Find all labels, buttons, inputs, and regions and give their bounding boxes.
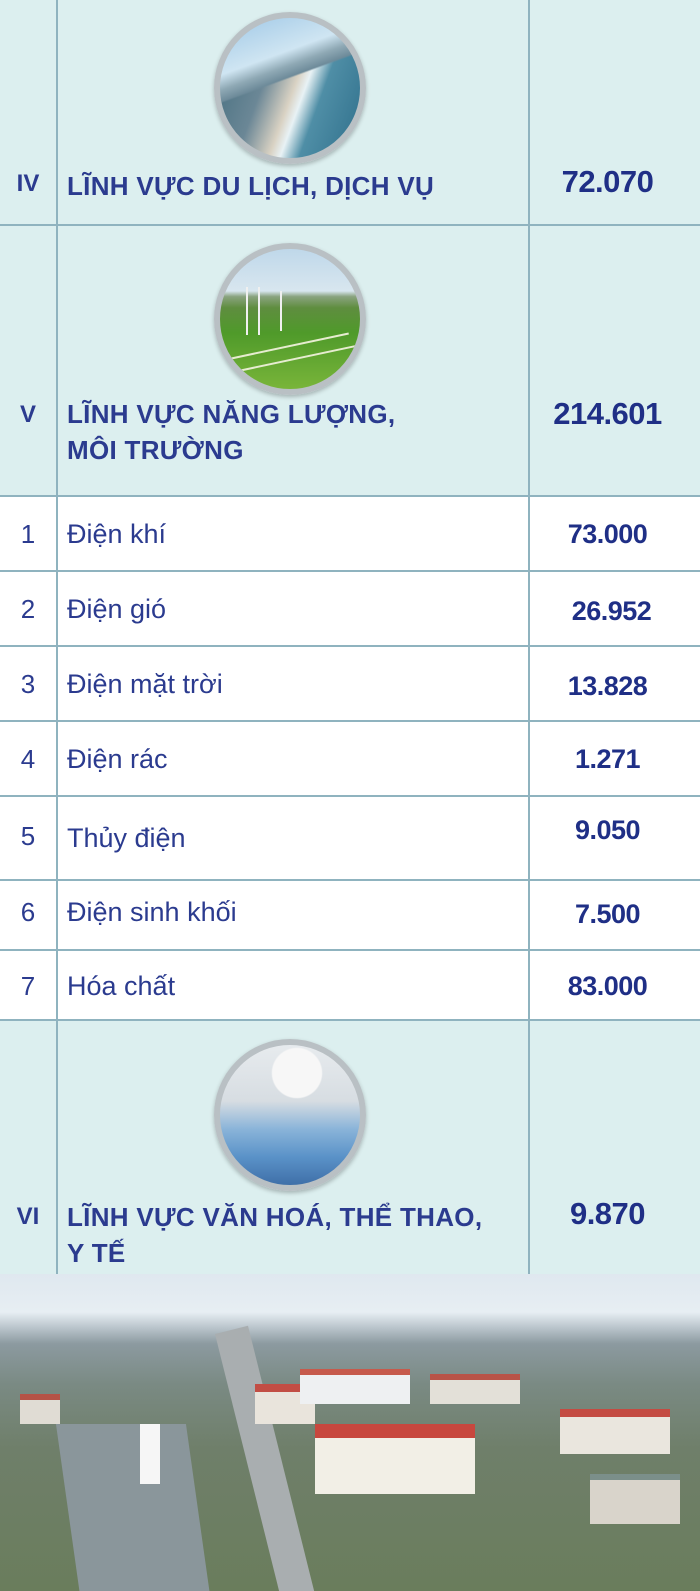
item-value: 9.050 bbox=[574, 815, 641, 845]
item-name: Điện mặt trời bbox=[67, 669, 223, 699]
table-row bbox=[0, 497, 700, 572]
item-value: 83.000 bbox=[567, 971, 648, 1001]
table-row bbox=[0, 881, 700, 951]
column-divider bbox=[56, 951, 58, 1019]
section-name bbox=[67, 168, 522, 204]
item-value: 13.828 bbox=[567, 671, 648, 701]
section-name-line: LĨNH VỰC NĂNG LƯỢNG, bbox=[67, 399, 396, 429]
item-name: Điện gió bbox=[67, 594, 167, 624]
column-divider bbox=[528, 226, 530, 495]
item-name: Điện sinh khối bbox=[67, 897, 237, 927]
item-number: 4 bbox=[20, 744, 36, 774]
section-value: 9.870 bbox=[569, 1196, 646, 1231]
power-line-field-photo-icon bbox=[214, 243, 366, 395]
item-value: 7.500 bbox=[574, 899, 641, 929]
section-value: 72.070 bbox=[561, 164, 654, 199]
section-number: V bbox=[19, 401, 36, 428]
column-divider bbox=[528, 1021, 530, 1282]
item-name: Điện khí bbox=[67, 519, 167, 549]
column-divider bbox=[56, 722, 58, 795]
item-number: 2 bbox=[20, 594, 36, 624]
table-row bbox=[0, 572, 700, 647]
section-value: 214.601 bbox=[553, 396, 662, 431]
section-number: VI bbox=[16, 1203, 40, 1230]
section-row-vi bbox=[0, 1021, 700, 1284]
section-name-line: LĨNH VỰC VĂN HOÁ, THỂ THAO, bbox=[67, 1202, 483, 1232]
item-value: 26.952 bbox=[571, 596, 652, 626]
section-name-line: Y TẾ bbox=[67, 1238, 126, 1268]
column-divider bbox=[56, 881, 58, 949]
item-number: 1 bbox=[20, 519, 36, 549]
section-row-v bbox=[0, 226, 700, 497]
section-row-iv bbox=[0, 0, 700, 226]
item-name: Thủy điện bbox=[67, 823, 186, 853]
column-divider bbox=[56, 797, 58, 879]
column-divider bbox=[56, 647, 58, 720]
column-divider bbox=[56, 226, 58, 495]
column-divider bbox=[56, 572, 58, 645]
section-name-line: MÔI TRƯỜNG bbox=[67, 435, 244, 465]
section-name-line: LĨNH VỰC DU LỊCH, DỊCH VỤ bbox=[67, 171, 435, 201]
column-divider bbox=[56, 497, 58, 570]
item-number: 7 bbox=[20, 971, 36, 1001]
table-row bbox=[0, 647, 700, 722]
item-name: Điện rác bbox=[67, 744, 168, 774]
column-divider bbox=[56, 1021, 58, 1282]
section-number: IV bbox=[16, 170, 40, 197]
town-aerial-photo-icon bbox=[0, 1274, 700, 1591]
item-value: 73.000 bbox=[567, 519, 648, 549]
hospital-surgery-photo-icon bbox=[214, 1039, 366, 1191]
item-number: 5 bbox=[20, 821, 36, 851]
section-name bbox=[67, 396, 522, 468]
beach-photo-icon bbox=[214, 12, 366, 164]
table-row bbox=[0, 722, 700, 797]
section-name bbox=[67, 1199, 522, 1271]
item-number: 3 bbox=[20, 669, 36, 699]
table-row bbox=[0, 797, 700, 881]
item-number: 6 bbox=[20, 897, 36, 927]
item-value: 1.271 bbox=[574, 744, 641, 774]
table-row bbox=[0, 951, 700, 1021]
column-divider bbox=[56, 0, 58, 224]
item-name: Hóa chất bbox=[67, 971, 176, 1001]
